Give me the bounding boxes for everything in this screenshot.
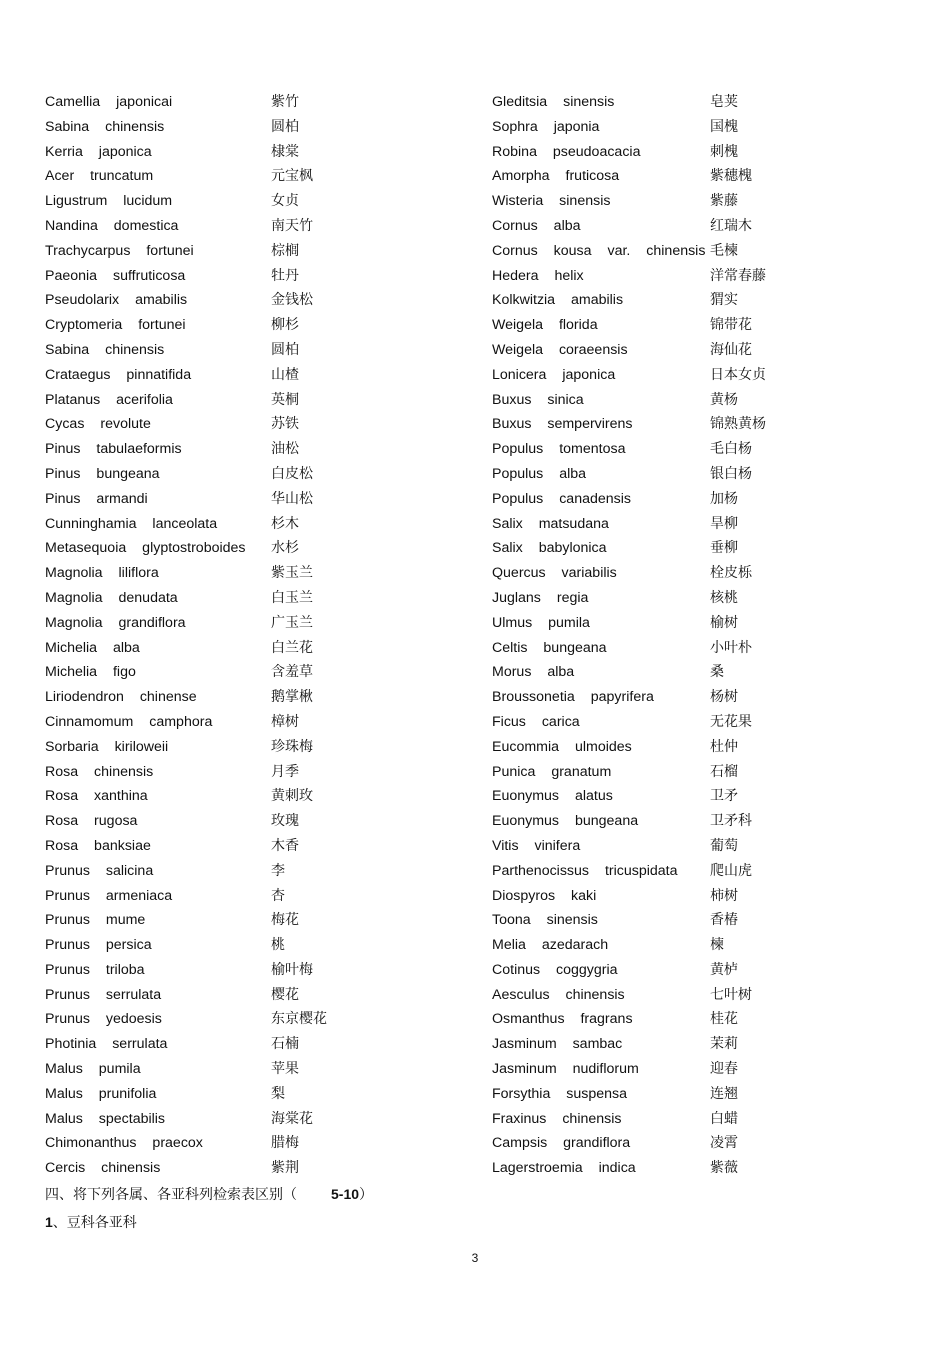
chinese-name: 紫玉兰 [271, 565, 313, 582]
chinese-name: 女贞 [271, 193, 299, 210]
section-heading [45, 1183, 373, 1205]
chinese-name: 柳杉 [271, 317, 299, 334]
chinese-name: 猬实 [710, 292, 738, 309]
chinese-name: 东京樱花 [271, 1011, 327, 1028]
chinese-name: 英桐 [271, 391, 299, 408]
latin-name: Robina pseudoacacia [492, 143, 641, 160]
latin-name: Paeonia suffruticosa [45, 267, 186, 284]
chinese-name: 垂柳 [710, 540, 738, 557]
latin-name: Populus canadensis [492, 490, 631, 507]
page-number: 3 [471, 1251, 479, 1265]
latin-name: Cryptomeria fortunei [45, 317, 186, 334]
chinese-name: 腊梅 [271, 1135, 299, 1152]
latin-name: Forsythia suspensa [492, 1085, 628, 1102]
latin-name: Sophra japonia [492, 118, 600, 135]
chinese-name: 迎春 [710, 1061, 738, 1078]
latin-name: Pinus bungeana [45, 465, 160, 482]
latin-name: Prunus armeniaca [45, 887, 173, 904]
chinese-name: 广玉兰 [271, 614, 313, 631]
latin-name: Prunus salicina [45, 862, 154, 879]
chinese-name: 楝 [710, 937, 724, 954]
section-heading-points: 5-10 [331, 1186, 360, 1202]
chinese-name: 柿树 [710, 887, 738, 904]
latin-name: Morus alba [492, 664, 575, 681]
latin-name: Photinia serrulata [45, 1036, 168, 1053]
chinese-name: 白蜡 [710, 1110, 738, 1127]
latin-name: Fraxinus chinensis [492, 1110, 622, 1127]
latin-name: Malus pumila [45, 1061, 141, 1078]
chinese-name: 毛楝 [710, 242, 738, 259]
chinese-name: 黄杨 [710, 391, 738, 408]
latin-name: Salix matsudana [492, 515, 609, 532]
chinese-name: 旱柳 [710, 515, 738, 532]
latin-name: Lagerstroemia indica [492, 1160, 636, 1177]
chinese-name: 杨树 [710, 689, 738, 706]
latin-name: Ficus carica [492, 713, 580, 730]
latin-name: Euonymus bungeana [492, 813, 639, 830]
chinese-name: 紫竹 [271, 94, 299, 110]
latin-name: Rosa rugosa [45, 813, 138, 830]
chinese-name: 元宝枫 [271, 168, 313, 185]
chinese-name: 杏 [271, 887, 285, 904]
latin-name: Campsis grandiflora [492, 1135, 631, 1152]
latin-name: Gleditsia sinensis [492, 94, 615, 110]
latin-name: Michelia alba [45, 639, 140, 656]
latin-name: Chimonanthus praecox [45, 1135, 203, 1152]
chinese-name: 白皮松 [271, 465, 313, 482]
chinese-name: 红瑞木 [710, 217, 752, 234]
latin-name: Ulmus pumila [492, 614, 590, 631]
chinese-name: 锦带花 [710, 317, 752, 334]
chinese-name: 榆叶梅 [271, 961, 313, 978]
chinese-name: 杉木 [271, 515, 299, 532]
chinese-name: 木香 [271, 837, 299, 854]
chinese-name: 水杉 [271, 540, 299, 557]
latin-name: Jasminum sambac [492, 1036, 623, 1053]
latin-name: Cornus alba [492, 217, 581, 234]
chinese-name: 榆树 [710, 614, 738, 631]
latin-name: Buxus sinica [492, 391, 584, 408]
chinese-name: 白玉兰 [271, 589, 313, 606]
latin-name: Sabina chinensis [45, 341, 165, 358]
chinese-name: 锦熟黄杨 [710, 416, 766, 433]
latin-name: Prunus mume [45, 912, 146, 929]
chinese-name: 石榴 [710, 763, 738, 780]
latin-name: Melia azedarach [492, 937, 609, 954]
chinese-name: 玫瑰 [271, 813, 299, 830]
chinese-name: 日本女贞 [710, 366, 766, 383]
chinese-name: 苏铁 [271, 416, 299, 433]
chinese-name: 白兰花 [271, 639, 313, 656]
chinese-name: 皂荚 [710, 94, 738, 110]
chinese-name: 山楂 [271, 366, 299, 383]
chinese-name: 加杨 [710, 490, 738, 507]
latin-name: Malus spectabilis [45, 1110, 166, 1127]
latin-name: Metasequoia glyptostroboides [45, 540, 246, 557]
latin-name: Michelia figo [45, 664, 136, 681]
chinese-name: 卫矛 [710, 788, 738, 805]
chinese-name: 棕榈 [271, 242, 299, 259]
latin-name: Rosa chinensis [45, 763, 154, 780]
section-heading-text: 四、将下列各属、各亚科列检索表区别（ [45, 1186, 297, 1202]
latin-name: Malus prunifolia [45, 1085, 157, 1102]
chinese-name: 桑 [710, 664, 724, 681]
latin-name: Weigela coraeensis [492, 341, 628, 358]
chinese-name: 棣棠 [271, 143, 299, 160]
latin-name: Quercus variabilis [492, 565, 617, 582]
chinese-name: 爬山虎 [710, 862, 752, 879]
latin-name: Prunus triloba [45, 961, 145, 978]
chinese-name: 紫穗槐 [710, 168, 752, 185]
chinese-name: 香椿 [710, 912, 738, 929]
chinese-name: 紫荆 [271, 1160, 299, 1177]
latin-name: Populus tomentosa [492, 441, 626, 458]
latin-name: Platanus acerifolia [45, 391, 173, 408]
latin-name: Salix babylonica [492, 540, 607, 557]
latin-name: Jasminum nudiflorum [492, 1061, 639, 1078]
chinese-name: 石楠 [271, 1036, 299, 1053]
latin-name: Crataegus pinnatifida [45, 366, 192, 383]
chinese-name: 牡丹 [271, 267, 299, 284]
latin-name: Vitis vinifera [492, 837, 581, 854]
latin-name: Cercis chinensis [45, 1160, 161, 1177]
chinese-name: 七叶树 [710, 986, 752, 1003]
chinese-name: 紫藤 [710, 193, 738, 210]
latin-name: Acer truncatum [45, 168, 154, 185]
chinese-name: 国槐 [710, 118, 738, 135]
latin-name: Buxus sempervirens [492, 416, 633, 433]
latin-name: Sabina chinensis [45, 118, 165, 135]
latin-name: Liriodendron chinense [45, 689, 197, 706]
latin-name: Cotinus coggygria [492, 961, 618, 978]
latin-name: Trachycarpus fortunei [45, 242, 194, 259]
chinese-name: 苹果 [271, 1061, 299, 1078]
chinese-name: 金钱松 [271, 292, 313, 309]
latin-name: Cornus kousa var. chinensis [492, 242, 706, 259]
chinese-name: 葡萄 [710, 837, 738, 854]
chinese-name: 紫薇 [710, 1160, 738, 1177]
latin-name: Sorbaria kiriloweii [45, 738, 169, 755]
latin-name: Ligustrum lucidum [45, 193, 173, 210]
chinese-name: 樱花 [271, 986, 299, 1003]
latin-name: Celtis bungeana [492, 639, 607, 656]
latin-name: Aesculus chinensis [492, 986, 625, 1003]
latin-name: Nandina domestica [45, 217, 179, 234]
chinese-name: 栓皮栎 [710, 565, 752, 582]
chinese-name: 海仙花 [710, 341, 752, 358]
latin-name: Diospyros kaki [492, 887, 597, 904]
chinese-name: 华山松 [271, 490, 313, 507]
subsection-title [45, 1211, 137, 1233]
latin-name: Magnolia denudata [45, 589, 178, 606]
latin-name: Eucommia ulmoides [492, 738, 632, 755]
chinese-name: 月季 [271, 763, 299, 780]
chinese-name: 圆柏 [271, 118, 299, 135]
chinese-name: 含羞草 [271, 664, 313, 681]
chinese-name: 樟树 [271, 713, 299, 730]
latin-name: Pseudolarix amabilis [45, 292, 188, 309]
latin-name: Cycas revolute [45, 416, 151, 433]
subsection-text: 、豆科各亚科 [52, 1214, 137, 1230]
chinese-name: 南天竹 [271, 217, 313, 234]
chinese-name: 海棠花 [271, 1110, 313, 1127]
chinese-name: 卫矛科 [710, 813, 752, 830]
latin-name: Kerria japonica [45, 143, 152, 160]
chinese-name: 黄刺玫 [271, 788, 313, 805]
latin-name: Cinnamomum camphora [45, 713, 213, 730]
chinese-name: 银白杨 [710, 465, 752, 482]
section-heading-close: ） [359, 1186, 374, 1202]
latin-name: Hedera helix [492, 267, 584, 284]
chinese-name: 连翘 [710, 1085, 738, 1102]
latin-name: Magnolia grandiflora [45, 614, 186, 631]
latin-name: Weigela florida [492, 317, 598, 334]
chinese-name: 油松 [271, 441, 299, 458]
latin-name: Pinus armandi [45, 490, 148, 507]
chinese-name: 杜仲 [710, 738, 738, 755]
latin-name: Prunus serrulata [45, 986, 162, 1003]
latin-name: Cunninghamia lanceolata [45, 515, 218, 532]
chinese-name: 珍珠梅 [271, 738, 313, 755]
chinese-name: 黄栌 [710, 961, 738, 978]
chinese-name: 洋常春藤 [710, 267, 766, 284]
chinese-name: 李 [271, 862, 285, 879]
chinese-name: 鹅掌楸 [271, 689, 313, 706]
latin-name: Prunus yedoesis [45, 1011, 162, 1028]
latin-name: Rosa xanthina [45, 788, 148, 805]
chinese-name: 刺槐 [710, 143, 738, 160]
chinese-name: 梨 [271, 1085, 285, 1102]
latin-name: Toona sinensis [492, 912, 598, 929]
latin-name: Wisteria sinensis [492, 193, 611, 210]
latin-name: Euonymus alatus [492, 788, 613, 805]
latin-name: Juglans regia [492, 589, 589, 606]
latin-name: Magnolia liliflora [45, 565, 159, 582]
chinese-name: 圆柏 [271, 341, 299, 358]
latin-name: Kolkwitzia amabilis [492, 292, 624, 309]
chinese-name: 桃 [271, 937, 285, 954]
latin-name: Punica granatum [492, 763, 612, 780]
chinese-name: 小叶朴 [710, 639, 752, 656]
chinese-name: 核桃 [710, 589, 738, 606]
latin-name: Amorpha fruticosa [492, 168, 620, 185]
latin-name: Lonicera japonica [492, 366, 616, 383]
latin-name: Rosa banksiae [45, 837, 151, 854]
latin-name: Parthenocissus tricuspidata [492, 862, 678, 879]
latin-name: Populus alba [492, 465, 587, 482]
latin-name: Camellia japonicai [45, 94, 173, 110]
chinese-name: 桂花 [710, 1011, 738, 1028]
chinese-name: 无花果 [710, 713, 752, 730]
subsection-number: 1 [45, 1214, 53, 1230]
chinese-name: 梅花 [271, 912, 299, 929]
latin-name: Broussonetia papyrifera [492, 689, 654, 706]
latin-name: Prunus persica [45, 937, 152, 954]
chinese-name: 毛白杨 [710, 441, 752, 458]
chinese-name: 茉莉 [710, 1036, 738, 1053]
chinese-name: 凌霄 [710, 1135, 738, 1152]
latin-name: Pinus tabulaeformis [45, 441, 182, 458]
latin-name: Osmanthus fragrans [492, 1011, 633, 1028]
